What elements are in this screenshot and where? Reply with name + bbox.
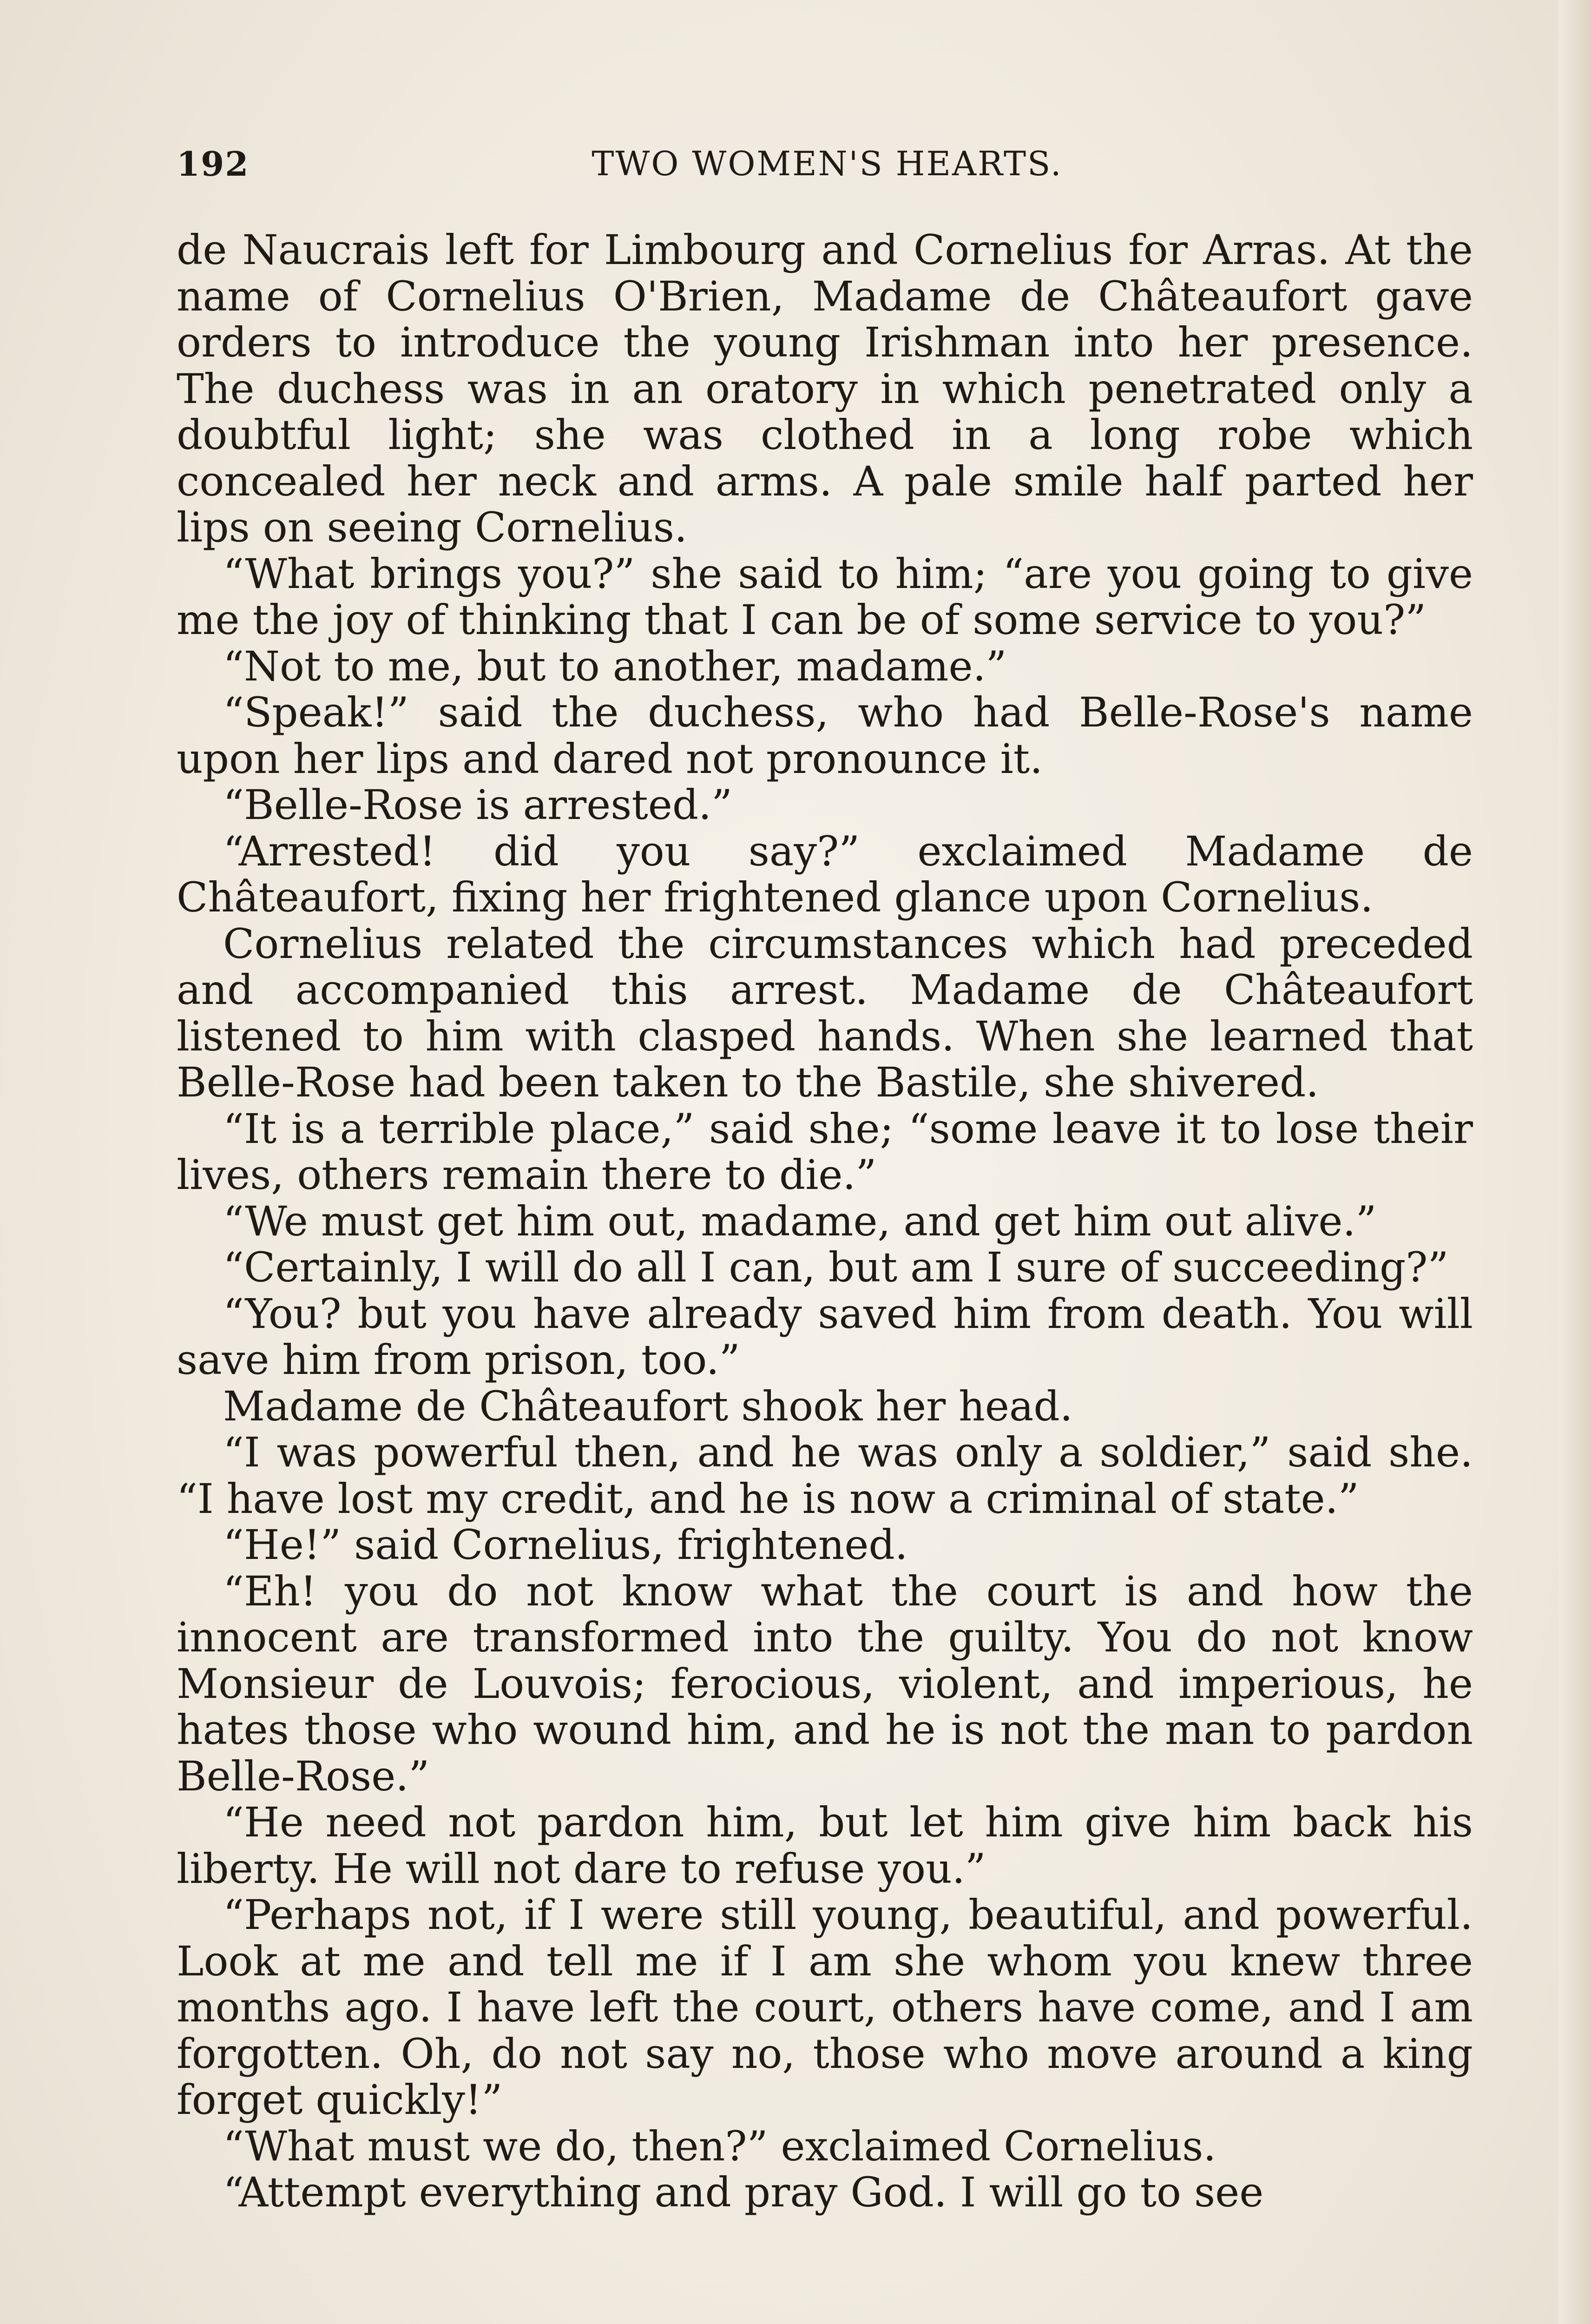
paragraph: “What must we do, then?” exclaimed Cornelius.: [223, 2122, 1216, 2170]
paragraph: “What brings you?” she said to him; “are you going to give me the joy of thinking that I can be of some service to you?”: [177, 549, 1473, 644]
paragraph: “I was powerful then, and he was only a soldier,” said she. “I have lost my credit, and he is now a criminal of state.”: [177, 1428, 1473, 1523]
paragraph: Madame de Châteaufort shook her head.: [223, 1382, 1073, 1430]
page-edge-shadow: [1558, 0, 1591, 2324]
paragraph: “Speak!” said the duchess, who had Belle-Rose's name upon her lips and dared not pronounce it.: [177, 688, 1473, 783]
paragraph: “He!” said Cornelius, frightened.: [223, 1521, 908, 1569]
paragraph: “You? but you have already saved him from death. You will save him from prison, too.”: [177, 1289, 1473, 1384]
paragraph: “We must get him out, madame, and get him out alive.”: [223, 1197, 1377, 1245]
paragraph: “Belle-Rose is arrested.”: [223, 781, 733, 829]
paragraph: Cornelius related the circumstances which had preceded and accompanied this arrest. Madame de Châteaufort listened to him with clasped hands. When she learned that Belle-Rose had been taken to the Bastile, she shivered.: [177, 919, 1473, 1106]
paragraph: “Eh! you do not know what the court is and how the innocent are transformed into the guilty. You do not know Monsieur de Louvois; ferocious, violent, and imperious, he hates those who wound him, and he is not the man to pardon Belle-Rose.”: [177, 1567, 1473, 1800]
paragraph: “Not to me, but to another, madame.”: [223, 642, 1007, 690]
paragraph: “Arrested! did you say?” exclaimed Madame de Châteaufort, fixing her frightened glance upon Cornelius.: [177, 827, 1473, 921]
page-number: 192: [177, 144, 250, 184]
paragraph: “It is a terrible place,” said she; “some leave it to lose their lives, others remain there to die.”: [177, 1104, 1473, 1199]
paragraph: “He need not pardon him, but let him give him back his liberty. He will not dare to refuse you.”: [177, 1798, 1473, 1893]
running-title: TWO WOMEN'S HEARTS.: [592, 144, 1063, 183]
paragraph: “Certainly, I will do all I can, but am I sure of succeeding?”: [223, 1243, 1449, 1291]
paragraph: de Naucrais left for Limbourg and Cornelius for Arras. At the name of Cornelius O'Brien, Madame de Châteaufort gave orders to introduce the young Irishman into her presence. The duchess was in an oratory in which penetrated only a doubtful light; she was clothed in a long robe which concealed her neck and arms. A pale smile half parted her lips on seeing Cornelius.: [177, 226, 1473, 551]
body-text: [177, 227, 1473, 2216]
paragraph: “Attempt everything and pray God. I will go to see: [223, 2168, 1264, 2216]
page-header: [177, 144, 1478, 200]
paragraph: “Perhaps not, if I were still young, beautiful, and powerful. Look at me and tell me if I am she whom you knew three months ago. I have left the court, others have come, and I am forgotten. Oh, do not say no, those who move around a king forget quickly!”: [177, 1891, 1473, 2124]
